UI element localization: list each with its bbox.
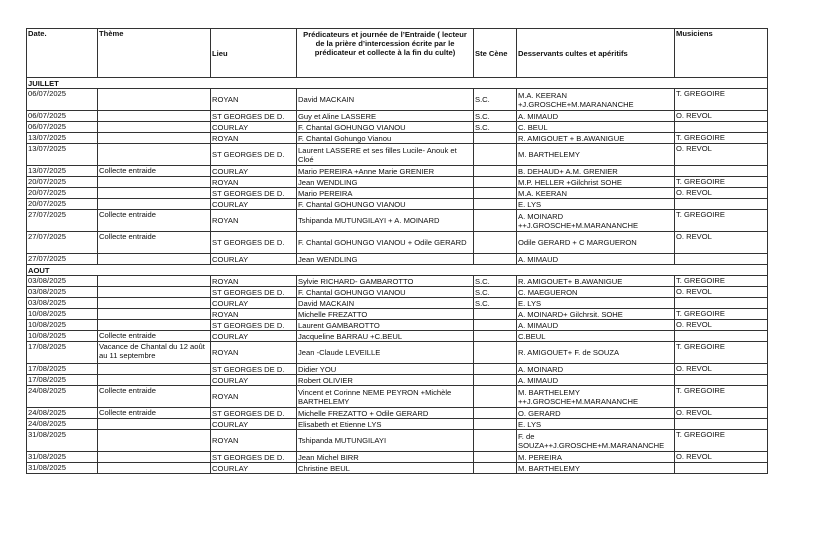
lieu-cell: ST GEORGES DE D.	[211, 188, 297, 199]
lieu-cell: ROYAN	[211, 89, 297, 111]
table-row	[27, 210, 768, 232]
musiciens-cell: T. GREGOIRE	[675, 342, 768, 364]
lieu-cell: ST GEORGES DE D.	[211, 287, 297, 298]
desservants-cell: E. LYS	[517, 199, 675, 210]
lieu-cell: ROYAN	[211, 342, 297, 364]
ste-cene-cell	[474, 188, 517, 199]
desservants-cell: F. de SOUZA++J.GROSCHE+M.MARANANCHE	[517, 430, 675, 452]
musiciens-cell: T. GREGOIRE	[675, 210, 768, 232]
ste-cene-cell	[474, 375, 517, 386]
ste-cene-cell	[474, 331, 517, 342]
desservants-cell: E. LYS	[517, 419, 675, 430]
lieu-cell: COURLAY	[211, 419, 297, 430]
ste-cene-cell	[474, 177, 517, 188]
theme-cell	[98, 364, 211, 375]
date-cell: 20/07/2025	[27, 177, 98, 188]
theme-cell	[98, 144, 211, 166]
ste-cene-cell	[474, 166, 517, 177]
schedule-body	[27, 78, 768, 474]
musiciens-cell	[675, 199, 768, 210]
predicateur-cell: Vincent et Corinne NEME PEYRON +Michèle BARTHELEMY	[297, 386, 474, 408]
desservants-cell: M.P. HELLER +Gilchrist SOHE	[517, 177, 675, 188]
predicateur-cell: Michelle FREZATTO + Odile GERARD	[297, 408, 474, 419]
header-musiciens: Musiciens	[675, 29, 768, 78]
table-row	[27, 320, 768, 331]
date-cell: 31/08/2025	[27, 463, 98, 474]
date-cell: 10/08/2025	[27, 331, 98, 342]
ste-cene-cell	[474, 452, 517, 463]
header-date: Date.	[27, 29, 98, 78]
musiciens-cell: T. GREGOIRE	[675, 386, 768, 408]
date-cell: 24/08/2025	[27, 386, 98, 408]
lieu-cell: ST GEORGES DE D.	[211, 144, 297, 166]
theme-cell	[98, 89, 211, 111]
date-cell: 06/07/2025	[27, 89, 98, 111]
table-row	[27, 122, 768, 133]
musiciens-cell: T. GREGOIRE	[675, 430, 768, 452]
date-cell: 13/07/2025	[27, 144, 98, 166]
date-cell: 24/08/2025	[27, 419, 98, 430]
ste-cene-cell	[474, 199, 517, 210]
predicateur-cell: F. Chantal GOHUNGO VIANOU	[297, 199, 474, 210]
desservants-cell: A. MOINARD+ Gilchrsit. SOHE	[517, 309, 675, 320]
header-lieu: Lieu	[211, 29, 297, 78]
desservants-cell: C. MAEGUERON	[517, 287, 675, 298]
predicateur-cell: David MACKAIN	[297, 298, 474, 309]
theme-cell: Collecte entraide	[98, 386, 211, 408]
theme-cell: Collecte entraide	[98, 232, 211, 254]
desservants-cell: R. AMIGOUET+ B.AWANIGUE	[517, 276, 675, 287]
lieu-cell: ROYAN	[211, 430, 297, 452]
date-cell: 13/07/2025	[27, 133, 98, 144]
desservants-cell: B. DEHAUD+ A.M. GRENIER	[517, 166, 675, 177]
desservants-cell: M. BARTHELEMY ++J.GROSCHE+M.MARANANCHE	[517, 386, 675, 408]
lieu-cell: COURLAY	[211, 166, 297, 177]
lieu-cell: COURLAY	[211, 331, 297, 342]
predicateur-cell: Guy et Aline LASSERE	[297, 111, 474, 122]
theme-cell: Collecte entraide	[98, 166, 211, 177]
musiciens-cell: O. REVOL	[675, 364, 768, 375]
date-cell: 10/08/2025	[27, 309, 98, 320]
table-row	[27, 144, 768, 166]
lieu-cell: COURLAY	[211, 122, 297, 133]
predicateur-cell: Jean WENDLING	[297, 177, 474, 188]
ste-cene-cell	[474, 386, 517, 408]
date-cell: 31/08/2025	[27, 430, 98, 452]
ste-cene-cell	[474, 419, 517, 430]
theme-cell	[98, 254, 211, 265]
musiciens-cell	[675, 419, 768, 430]
desservants-cell: O. GERARD	[517, 408, 675, 419]
lieu-cell: ROYAN	[211, 177, 297, 188]
predicateur-cell: F. Chantal GOHUNGO VIANOU	[297, 287, 474, 298]
table-row	[27, 430, 768, 452]
theme-cell	[98, 177, 211, 188]
desservants-cell: R. AMIGOUET+ F. de SOUZA	[517, 342, 675, 364]
theme-cell	[98, 320, 211, 331]
theme-cell: Collecte entraide	[98, 210, 211, 232]
ste-cene-cell	[474, 430, 517, 452]
header-desservants: Desservants cultes et apéritifs	[517, 29, 675, 78]
lieu-cell: ST GEORGES DE D.	[211, 408, 297, 419]
predicateur-cell: Mario PEREIRA +Anne Marie GRENIER	[297, 166, 474, 177]
date-cell: 06/07/2025	[27, 122, 98, 133]
date-cell: 31/08/2025	[27, 452, 98, 463]
header-predicateurs: Prédicateurs et journée de l’Entraide ( lecteur de la prière d’intercession écrite par le prédicateur et collecte à la fin du culte)	[297, 29, 474, 78]
ste-cene-cell: S.C.	[474, 89, 517, 111]
lieu-cell: ST GEORGES DE D.	[211, 111, 297, 122]
desservants-cell: R. AMIGOUET + B.AWANIGUE	[517, 133, 675, 144]
table-row	[27, 287, 768, 298]
theme-cell	[98, 276, 211, 287]
predicateur-cell: Christine BEUL	[297, 463, 474, 474]
predicateur-cell: Laurent GAMBAROTTO	[297, 320, 474, 331]
date-cell: 17/08/2025	[27, 342, 98, 364]
table-row	[27, 298, 768, 309]
musiciens-cell: O. REVOL	[675, 320, 768, 331]
ste-cene-cell	[474, 133, 517, 144]
predicateur-cell: Jean Michel BIRR	[297, 452, 474, 463]
header-ste-cene: Ste Cène	[474, 29, 517, 78]
ste-cene-cell	[474, 232, 517, 254]
table-row	[27, 111, 768, 122]
desservants-cell: A. MOINARD ++J.GROSCHE+M.MARANANCHE	[517, 210, 675, 232]
table-row	[27, 364, 768, 375]
table-row	[27, 89, 768, 111]
ste-cene-cell	[474, 309, 517, 320]
date-cell: 20/07/2025	[27, 199, 98, 210]
date-cell: 10/08/2025	[27, 320, 98, 331]
predicateur-cell: F. Chantal GOHUNGO VIANOU	[297, 122, 474, 133]
musiciens-cell	[675, 375, 768, 386]
predicateur-cell: Mario PEREIRA	[297, 188, 474, 199]
predicateur-cell: Jean WENDLING	[297, 254, 474, 265]
desservants-cell: M. BARTHELEMY	[517, 463, 675, 474]
theme-cell	[98, 188, 211, 199]
theme-cell	[98, 122, 211, 133]
musiciens-cell: O. REVOL	[675, 111, 768, 122]
ste-cene-cell: S.C.	[474, 298, 517, 309]
theme-cell	[98, 287, 211, 298]
header-theme: Thème	[98, 29, 211, 78]
theme-cell	[98, 298, 211, 309]
theme-cell	[98, 419, 211, 430]
lieu-cell: ST GEORGES DE D.	[211, 452, 297, 463]
lieu-cell: COURLAY	[211, 375, 297, 386]
date-cell: 24/08/2025	[27, 408, 98, 419]
predicateur-cell: F. Chantal Gohungo Vianou	[297, 133, 474, 144]
table-row	[27, 309, 768, 320]
musiciens-cell: T. GREGOIRE	[675, 276, 768, 287]
lieu-cell: ST GEORGES DE D.	[211, 364, 297, 375]
ste-cene-cell	[474, 364, 517, 375]
ste-cene-cell	[474, 342, 517, 364]
predicateur-cell: Didier YOU	[297, 364, 474, 375]
ste-cene-cell: S.C.	[474, 276, 517, 287]
musiciens-cell	[675, 254, 768, 265]
table-row	[27, 463, 768, 474]
section-title: JUILLET	[27, 78, 768, 89]
predicateur-cell: Jacqueline BARRAU +C.BEUL	[297, 331, 474, 342]
lieu-cell: COURLAY	[211, 463, 297, 474]
musiciens-cell: O. REVOL	[675, 144, 768, 166]
ste-cene-cell	[474, 210, 517, 232]
lieu-cell: ROYAN	[211, 386, 297, 408]
lieu-cell: ST GEORGES DE D.	[211, 320, 297, 331]
lieu-cell: ROYAN	[211, 309, 297, 320]
desservants-cell: M.A. KEERAN +J.GROSCHE+M.MARANANCHE	[517, 89, 675, 111]
theme-cell	[98, 463, 211, 474]
musiciens-cell: O. REVOL	[675, 452, 768, 463]
header-row	[27, 29, 768, 78]
predicateur-cell: Robert OLIVIER	[297, 375, 474, 386]
table-row	[27, 177, 768, 188]
musiciens-cell	[675, 166, 768, 177]
table-row	[27, 452, 768, 463]
date-cell: 03/08/2025	[27, 276, 98, 287]
musiciens-cell: O. REVOL	[675, 408, 768, 419]
predicateur-cell: Elisabeth et Etienne LYS	[297, 419, 474, 430]
ste-cene-cell	[474, 408, 517, 419]
table-row	[27, 232, 768, 254]
section-title: AOUT	[27, 265, 768, 276]
table-row	[27, 408, 768, 419]
theme-cell	[98, 375, 211, 386]
table-row	[27, 331, 768, 342]
table-row	[27, 166, 768, 177]
section-row	[27, 78, 768, 89]
theme-cell: Collecte entraide	[98, 408, 211, 419]
theme-cell	[98, 452, 211, 463]
theme-cell	[98, 133, 211, 144]
desservants-cell: A. MIMAUD	[517, 111, 675, 122]
desservants-cell: A. MIMAUD	[517, 254, 675, 265]
desservants-cell: A. MIMAUD	[517, 375, 675, 386]
theme-cell: Collecte entraide	[98, 331, 211, 342]
theme-cell	[98, 199, 211, 210]
ste-cene-cell	[474, 254, 517, 265]
musiciens-cell	[675, 122, 768, 133]
date-cell: 27/07/2025	[27, 210, 98, 232]
date-cell: 17/08/2025	[27, 375, 98, 386]
ste-cene-cell	[474, 144, 517, 166]
table-row	[27, 419, 768, 430]
theme-cell	[98, 309, 211, 320]
date-cell: 27/07/2025	[27, 232, 98, 254]
desservants-cell: C. BEUL	[517, 122, 675, 133]
date-cell: 06/07/2025	[27, 111, 98, 122]
theme-cell: Vacance de Chantal du 12 août au 11 septembre	[98, 342, 211, 364]
desservants-cell: A. MIMAUD	[517, 320, 675, 331]
ste-cene-cell	[474, 320, 517, 331]
predicateur-cell: Michelle FREZATTO	[297, 309, 474, 320]
musiciens-cell	[675, 331, 768, 342]
table-row	[27, 375, 768, 386]
section-row	[27, 265, 768, 276]
predicateur-cell: Laurent LASSERE et ses filles Lucile- Anouk et Cloé	[297, 144, 474, 166]
predicateur-cell: F. Chantal GOHUNGO VIANOU + Odile GERARD	[297, 232, 474, 254]
table-row	[27, 342, 768, 364]
date-cell: 27/07/2025	[27, 254, 98, 265]
table-row	[27, 133, 768, 144]
ste-cene-cell: S.C.	[474, 111, 517, 122]
date-cell: 20/07/2025	[27, 188, 98, 199]
ste-cene-cell: S.C.	[474, 122, 517, 133]
musiciens-cell: T. GREGOIRE	[675, 133, 768, 144]
musiciens-cell: O. REVOL	[675, 287, 768, 298]
lieu-cell: COURLAY	[211, 199, 297, 210]
musiciens-cell: O. REVOL	[675, 188, 768, 199]
desservants-cell: M. PEREIRA	[517, 452, 675, 463]
predicateur-cell: Tshipanda MUTUNGILAYI + A. MOINARD	[297, 210, 474, 232]
theme-cell	[98, 111, 211, 122]
lieu-cell: ROYAN	[211, 133, 297, 144]
theme-cell	[98, 430, 211, 452]
date-cell: 17/08/2025	[27, 364, 98, 375]
musiciens-cell	[675, 463, 768, 474]
desservants-cell: C.BEUL	[517, 331, 675, 342]
ste-cene-cell	[474, 463, 517, 474]
table-row	[27, 386, 768, 408]
musiciens-cell: T. GREGOIRE	[675, 309, 768, 320]
musiciens-cell: O. REVOL	[675, 232, 768, 254]
table-row	[27, 254, 768, 265]
table-row	[27, 199, 768, 210]
musiciens-cell: T. GREGOIRE	[675, 89, 768, 111]
date-cell: 03/08/2025	[27, 298, 98, 309]
predicateur-cell: David MACKAIN	[297, 89, 474, 111]
desservants-cell: Odile GERARD + C MARGUERON	[517, 232, 675, 254]
date-cell: 13/07/2025	[27, 166, 98, 177]
desservants-cell: E. LYS	[517, 298, 675, 309]
ste-cene-cell: S.C.	[474, 287, 517, 298]
table-row	[27, 188, 768, 199]
predicateur-cell: Tshipanda MUTUNGILAYI	[297, 430, 474, 452]
schedule-table	[26, 28, 768, 474]
table-row	[27, 276, 768, 287]
lieu-cell: ST GEORGES DE D.	[211, 232, 297, 254]
lieu-cell: COURLAY	[211, 298, 297, 309]
musiciens-cell	[675, 298, 768, 309]
lieu-cell: ROYAN	[211, 210, 297, 232]
predicateur-cell: Jean -Claude LEVEILLE	[297, 342, 474, 364]
desservants-cell: M.A. KEERAN	[517, 188, 675, 199]
desservants-cell: M. BARTHELEMY	[517, 144, 675, 166]
musiciens-cell: T. GREGOIRE	[675, 177, 768, 188]
desservants-cell: A. MOINARD	[517, 364, 675, 375]
lieu-cell: COURLAY	[211, 254, 297, 265]
lieu-cell: ROYAN	[211, 276, 297, 287]
date-cell: 03/08/2025	[27, 287, 98, 298]
predicateur-cell: Sylvie RICHARD- GAMBAROTTO	[297, 276, 474, 287]
